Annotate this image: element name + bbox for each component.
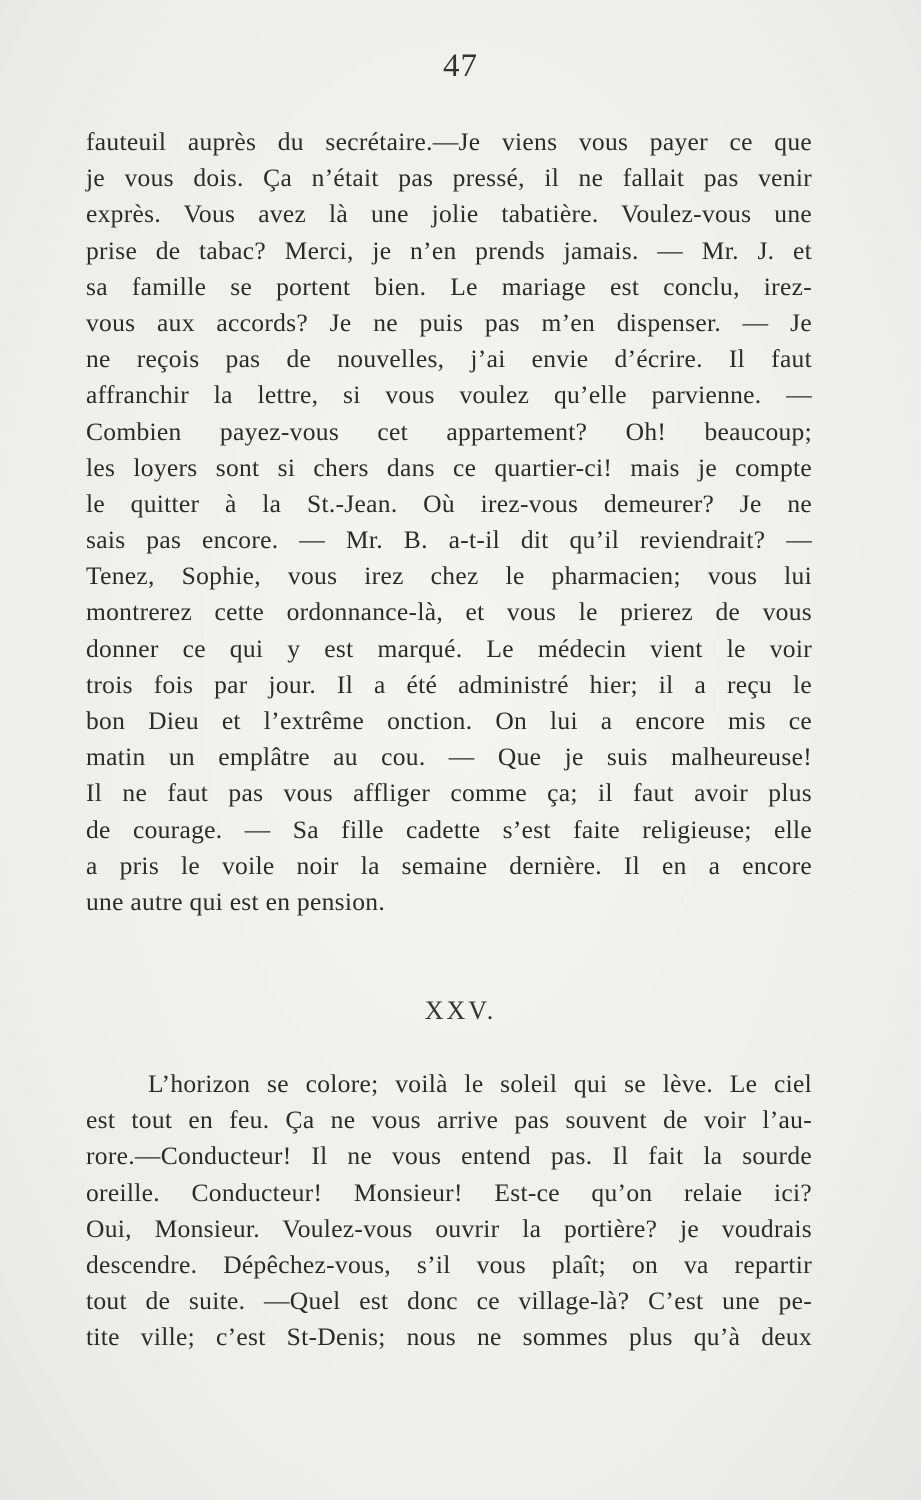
text-line: ne reçois pas de nouvelles, j’ai envie d’écrire. Il faut xyxy=(86,344,812,374)
paragraph-1 xyxy=(86,124,812,920)
paragraph-2 xyxy=(86,1066,812,1356)
text-line: une autre qui est en pension. xyxy=(86,886,386,916)
text-line: sais pas encore. — Mr. B. a-t-il dit qu’il reviendrait? — xyxy=(86,525,812,555)
text-line: de courage. — Sa fille cadette s’est faite religieuse; elle xyxy=(86,814,812,844)
text-line: les loyers sont si chers dans ce quartier-ci! mais je compte xyxy=(86,452,812,482)
text-line: matin un emplâtre au cou. — Que je suis malheureuse! xyxy=(86,742,812,772)
text-line: tite ville; c’est St-Denis; nous ne sommes plus qu’à deux xyxy=(86,1322,812,1352)
text-line: fauteuil auprès du secrétaire.—Je viens vous payer ce que xyxy=(86,127,812,156)
text-line: bon Dieu et l’extrême onction. On lui a encore mis ce xyxy=(86,706,812,735)
text-line: donner ce qui y est marqué. Le médecin vient le voir xyxy=(86,633,812,663)
text-line: tout de suite. —Quel est donc ce village-là? C’est une pe- xyxy=(86,1286,812,1316)
text-line: vous aux accords? Je ne puis pas m’en dispenser. — Je xyxy=(86,307,812,337)
text-line: le quitter à la St.-Jean. Où irez-vous demeurer? Je ne xyxy=(86,488,812,518)
text-line: oreille. Conducteur! Monsieur! Est-ce qu’on relaie ici? xyxy=(86,1177,812,1207)
text-line: Oui, Monsieur. Voulez-vous ouvrir la portière? je voudrais xyxy=(86,1213,812,1243)
text-line: a pris le voile noir la semaine dernière. Il en a encore xyxy=(86,850,812,880)
section-heading: XXV. xyxy=(424,996,497,1025)
text-line: Combien payez-vous cet appartement? Oh! beaucoup; xyxy=(86,416,812,446)
text-line: affranchir la lettre, si vous voulez qu’elle parvienne. — xyxy=(86,380,812,410)
text-line: Il ne faut pas vous affliger comme ça; il faut avoir plus xyxy=(86,778,812,808)
text-line: Tenez, Sophie, vous irez chez le pharmacien; vous lui xyxy=(86,561,812,591)
text-line: L’horizon se colore; voilà le soleil qui se lève. Le ciel xyxy=(148,1069,812,1098)
text-line: est tout en feu. Ça ne vous arrive pas souvent de voir l’au- xyxy=(86,1105,812,1135)
text-line: rore.—Conducteur! Il ne vous entend pas. Il fait la sourde xyxy=(86,1141,812,1171)
text-line: montrerez cette ordonnance-là, et vous le prierez de vous xyxy=(86,597,812,627)
page-number: 47 xyxy=(443,48,478,84)
text-line: exprès. Vous avez là une jolie tabatière. Voulez-vous une xyxy=(86,199,812,229)
text-line: trois fois par jour. Il a été administré hier; il a reçu le xyxy=(86,669,812,699)
text-line: descendre. Dépêchez-vous, s’il vous plaît; on va repartir xyxy=(86,1249,812,1279)
text-line: je vous dois. Ça n’était pas pressé, il ne fallait pas venir xyxy=(86,163,812,193)
text-line: prise de tabac? Merci, je n’en prends jamais. — Mr. J. et xyxy=(86,235,812,265)
text-line: sa famille se portent bien. Le mariage est conclu, irez- xyxy=(86,271,812,301)
